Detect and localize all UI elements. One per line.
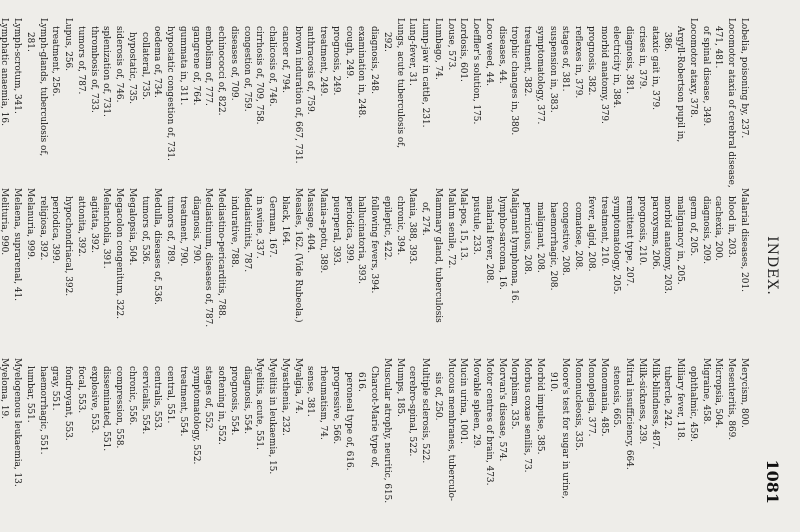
index-entry: diseases, 44. — [496, 26, 507, 84]
index-entry: Melancholia, 391. — [101, 188, 112, 269]
index-entry: religiosa, 392. — [37, 196, 48, 261]
index-entry: treatment, 249. — [318, 26, 329, 97]
index-entry: agitata, 392. — [88, 196, 99, 253]
index-entry: tumors of, 536. — [139, 196, 150, 265]
index-entry: lumbar, 551. — [25, 366, 35, 423]
index-entry: explosive, 553. — [88, 366, 99, 434]
index-entry: Massage, 404. — [305, 188, 316, 254]
index-entry: treatment, 382. — [522, 26, 533, 97]
index-entry: prognosis, 249. — [331, 26, 341, 96]
index-entry: ophthalmic, 459. — [688, 366, 698, 442]
index-entry: Lumbago, 74. — [433, 18, 443, 80]
index-column-3 — [0, 358, 750, 518]
index-entry: hypochondriacal, 392. — [63, 196, 74, 297]
index-entry: Movable spleen, 29. — [471, 358, 482, 449]
index-entry: focal, 553. — [76, 366, 86, 414]
page-header — [762, 0, 782, 532]
index-entry: diagnosis, 554. — [241, 366, 252, 434]
index-entry: centralis, 553. — [152, 366, 163, 431]
index-entry: Milk-sickness, 239. — [637, 358, 647, 445]
index-entry: stenosis, 665. — [611, 366, 622, 428]
index-entry: in swine, 337. — [254, 196, 265, 259]
index-entry: compression, 558. — [114, 366, 125, 449]
index-entry: ataxic gait in, 379. — [649, 26, 660, 110]
index-entry: prognosis, 554. — [229, 366, 239, 436]
index-entry: pustule, 233. — [471, 196, 482, 255]
index-entry: Malarial diseases, 201. — [739, 188, 749, 292]
index-entry: cachexia, 200. — [713, 196, 724, 261]
index-entry: fondroyant, 553. — [63, 366, 74, 441]
index-entry: Lymphatic anaemia, 16. — [0, 18, 10, 126]
index-entry: sis of, 250. — [433, 372, 443, 421]
index-entry: peroneal type of, 616. — [343, 372, 354, 471]
index-entry: splenization of, 731. — [101, 26, 112, 117]
index-entry: lympho-sarcoma, 16. — [496, 196, 507, 290]
index-entry: Myasthenia, 232. — [280, 358, 290, 436]
index-entry: Myelitis, acute, 551. — [254, 358, 265, 450]
index-entry: 616. — [356, 372, 367, 392]
index-entry: comatose, 208. — [573, 202, 584, 271]
index-entry: paroxysms, 206. — [649, 196, 660, 270]
index-entry: epileptic, 422. — [382, 196, 392, 261]
index-entry: thrombosis of, 733. — [88, 26, 99, 113]
index-entry: Myelitis in leukaemia, 15. — [267, 358, 278, 475]
index-entry: 910. — [547, 372, 558, 392]
index-entry: black, 164. — [280, 196, 290, 246]
index-entry: disseminated, 551. — [101, 366, 112, 452]
index-entry: indurative, 788. — [229, 196, 239, 268]
index-entry: diagnosis, 209. — [700, 196, 711, 264]
index-entry: Lymph-glands, tuberculosis of, — [37, 18, 48, 157]
index-entry: gummata in, 311. — [178, 26, 188, 106]
index-entry: cirrhosis of, 709, 758. — [254, 26, 265, 125]
index-entry: malarial fever, 208. — [484, 196, 494, 284]
index-entry: Medulla, diseases of, 536. — [152, 188, 163, 305]
index-entry: Mucous membranes, tuberculo- — [445, 358, 456, 501]
index-entry: 471, 481. — [713, 26, 724, 69]
index-entry: diagnosis, 381. — [624, 26, 635, 94]
index-entry: Mammary gland, tuberculosis — [433, 188, 443, 323]
index-entry: Malignant lymphoma, 16. — [509, 188, 520, 304]
index-entry: rheumatism, 74. — [318, 366, 329, 440]
index-entry: collateral, 735. — [139, 32, 150, 100]
index-entry: stages of, 552. — [203, 366, 214, 432]
index-entry: tubercle, 242. — [662, 366, 673, 429]
index-entry: treatment, 210. — [598, 196, 609, 267]
index-entry: Monoplegia, 377. — [586, 358, 596, 437]
index-entry: Merycism, 800. — [739, 358, 749, 428]
index-entry: Micropsia, 504. — [713, 358, 724, 429]
index-entry: germ of, 205. — [688, 196, 698, 257]
index-entry: Mediastino-pericarditis, 788. — [216, 188, 227, 319]
index-entry: periodica, 399. — [50, 196, 61, 264]
index-entry: Mononucleosis, 335. — [573, 358, 584, 451]
index-entry: central, 551. — [165, 366, 176, 424]
index-entry: Lump-jaw in cattle, 231. — [420, 18, 431, 128]
index-entry: puerperal, 393. — [331, 196, 341, 266]
index-entry: Argyll-Robertson pupil in, — [675, 26, 686, 143]
index-column-1 — [0, 18, 750, 188]
index-entry: Measles, 162. (Vide Rubeola.) — [292, 188, 303, 323]
index-entry: diagnosis, 790. — [190, 196, 201, 264]
index-entry: Malum senile, 72. — [445, 188, 456, 269]
index-entry: chronic, 556. — [127, 366, 137, 426]
index-entry: reflexes in, 379. — [573, 26, 584, 99]
index-entry: Multiple sclerosis, 522. — [420, 358, 431, 464]
index-entry: gangrene of, 764. — [190, 26, 201, 106]
index-entry: following fevers, 394. — [369, 196, 380, 294]
index-entry: attonita, 392. — [76, 196, 86, 257]
index-entry: haemorrhagic, 551. — [37, 366, 48, 455]
index-entry: sense, 381. — [305, 366, 316, 417]
index-entry: 386. — [662, 32, 673, 52]
index-entry: Milk-blindness, 487. — [649, 358, 660, 450]
index-entry: prognosis, 382. — [586, 26, 596, 96]
index-entry: Morbid impulse, 385. — [535, 358, 545, 455]
index-entry: treatment, 554. — [178, 366, 188, 437]
index-entry: cough, 249. — [343, 26, 354, 79]
index-entry: hypostatic, 735. — [127, 32, 137, 104]
index-entry: blood in, 203. — [726, 196, 737, 258]
index-entry: Morvan's disease, 574. — [496, 358, 507, 462]
index-entry: tumors of, 789. — [165, 196, 176, 265]
index-entry: Mumps, 185. — [394, 358, 405, 417]
index-entry: prognosis, 210. — [637, 196, 647, 266]
index-entry: Melanuria, 999. — [25, 188, 35, 260]
index-entry: suspension in, 383. — [547, 26, 558, 113]
index-entry: of spinal disease, 349. — [700, 26, 711, 127]
index-entry: Lobelia, poisoning by, 237. — [739, 18, 749, 139]
index-entry: stages of, 381. — [560, 26, 571, 92]
index-column-2 — [0, 188, 750, 348]
page-title: INDEX. — [764, 236, 780, 296]
index-entry: siderosis of, 746. — [114, 26, 125, 103]
index-entry: congestion of, 759. — [241, 26, 252, 112]
index-entry: Mania-a-potu, 389. — [318, 188, 329, 274]
index-entry: brown induration of, 667, 731. — [292, 26, 303, 164]
index-entry: German, 167. — [267, 196, 278, 258]
index-entry: Melituria, 990. — [0, 188, 10, 256]
index-entry: Megacolon congenitum, 322. — [114, 188, 125, 319]
index-entry: 292. — [382, 32, 392, 52]
index-entry: congestive, 208. — [560, 202, 571, 276]
index-entry: Motor centres of brain, 473. — [484, 358, 494, 486]
index-entry: chalicosis of, 746. — [267, 26, 278, 107]
index-entry: symptomatology, 205. — [611, 196, 622, 295]
index-entry: Mediastinum, diseases of, 787. — [203, 188, 214, 328]
index-entry: Mal-pos, 15, 13. — [458, 188, 469, 261]
index-entry: embolism of, 777. — [203, 26, 214, 106]
index-entry: remittent type, 207. — [624, 196, 635, 287]
index-entry: Mesenteritis, 869. — [726, 358, 737, 441]
index-entry: progressive, 566. — [331, 366, 341, 445]
index-entry: Lung-fever, 31. — [407, 18, 418, 86]
index-entry: Myelogenous leukaemia, 13. — [12, 358, 23, 487]
index-entry: Mitral insufficiency, 664. — [624, 358, 635, 470]
index-entry: morbid anatomy, 203. — [662, 196, 673, 294]
index-entry: anthracosis of, 759. — [305, 26, 316, 115]
index-entry: hypostatic congestion of, 731. — [165, 26, 176, 161]
index-entry: pernicious, 208. — [522, 202, 533, 275]
index-entry: Monomania, 485. — [598, 358, 609, 437]
index-entry: Melaena, suprarenal, 41. — [12, 188, 23, 301]
index-entry: Megalopsia, 504. — [127, 188, 137, 266]
page-number: 1081 — [763, 459, 782, 504]
index-entry: Morbus coxae senilis, 73. — [522, 358, 533, 473]
index-entry: softening in, 552. — [216, 366, 227, 445]
index-entry: Loco weed, 44. — [484, 18, 494, 86]
index-entry: Lordosis, 601. — [458, 18, 469, 82]
index-entry: Moore's test for sugar in urine, — [560, 358, 571, 499]
index-entry: Lupus, 256. — [63, 18, 74, 71]
index-entry: trophic changes in, 380. — [509, 26, 520, 136]
index-entry: oedema of, 734. — [152, 26, 163, 98]
index-entry: Locomotor ataxia of cerebral disease, — [726, 18, 737, 188]
index-entry: echinococci of, 822. — [216, 26, 227, 116]
index-entry: symptomatology, 377. — [535, 26, 545, 125]
index-entry: Migraine, 458. — [700, 358, 711, 425]
index-entry: symptomatology, 552. — [190, 366, 201, 465]
index-columns — [0, 18, 750, 518]
index-entry: 281. — [25, 32, 35, 52]
index-entry: crises in, 379. — [637, 26, 647, 90]
index-entry: Myalgia, 74. — [292, 358, 303, 414]
index-entry: electricity in, 384. — [611, 26, 622, 109]
index-entry: Myeloma, 19. — [0, 358, 10, 419]
index-entry: Locomotor ataxy, 378. — [688, 18, 698, 118]
index-entry: cancer of, 794. — [280, 26, 290, 93]
index-entry: tumors of, 787. — [76, 26, 86, 95]
index-entry: diseases of, 709. — [229, 26, 239, 101]
index-entry: treatment, 790. — [178, 196, 188, 267]
index-entry: Charcot-Marie type of, — [369, 366, 380, 468]
index-entry: Lungs, acute tuberculosis of, — [394, 18, 405, 149]
index-entry: haemorrhagic, 208. — [547, 202, 558, 291]
index-entry: Muscular atrophy, neuritic, 615. — [382, 358, 392, 504]
index-entry: treatment, 256. — [50, 26, 61, 97]
index-entry: Mucin urina, 1001. — [458, 358, 469, 445]
index-entry: Morphism, 335. — [509, 358, 520, 430]
index-entry: examination in, 248. — [356, 26, 367, 119]
index-entry: Loeffler's solution, 175. — [471, 18, 482, 125]
index-entry: cervicalis, 554. — [139, 366, 150, 435]
index-entry: diagnosis, 248. — [369, 26, 380, 94]
index-entry: malignancy in, 205. — [675, 196, 686, 285]
index-entry: Louse, 573. — [445, 18, 456, 71]
index-entry: malignant, 208. — [535, 202, 545, 273]
index-entry: fever, algid, 208. — [586, 196, 596, 272]
index-entry: periodica, 399. — [343, 196, 354, 264]
index-entry: chronic, 394. — [394, 196, 405, 256]
index-entry: morbid anatomy, 379. — [598, 26, 609, 124]
index-entry: gray, 551. — [50, 366, 61, 411]
index-entry: Miliary fever, 118. — [675, 358, 686, 441]
index-entry: Lymph-scrotum, 341. — [12, 18, 23, 114]
index-entry: of, 274. — [420, 202, 431, 236]
index-entry: Mediastinitis, 787. — [241, 188, 252, 273]
index-entry: hallucinatoria, 393. — [356, 196, 367, 284]
index-entry: cerebro-spinal, 522. — [407, 366, 418, 457]
index-entry: Mania, 388, 393. — [407, 188, 418, 265]
